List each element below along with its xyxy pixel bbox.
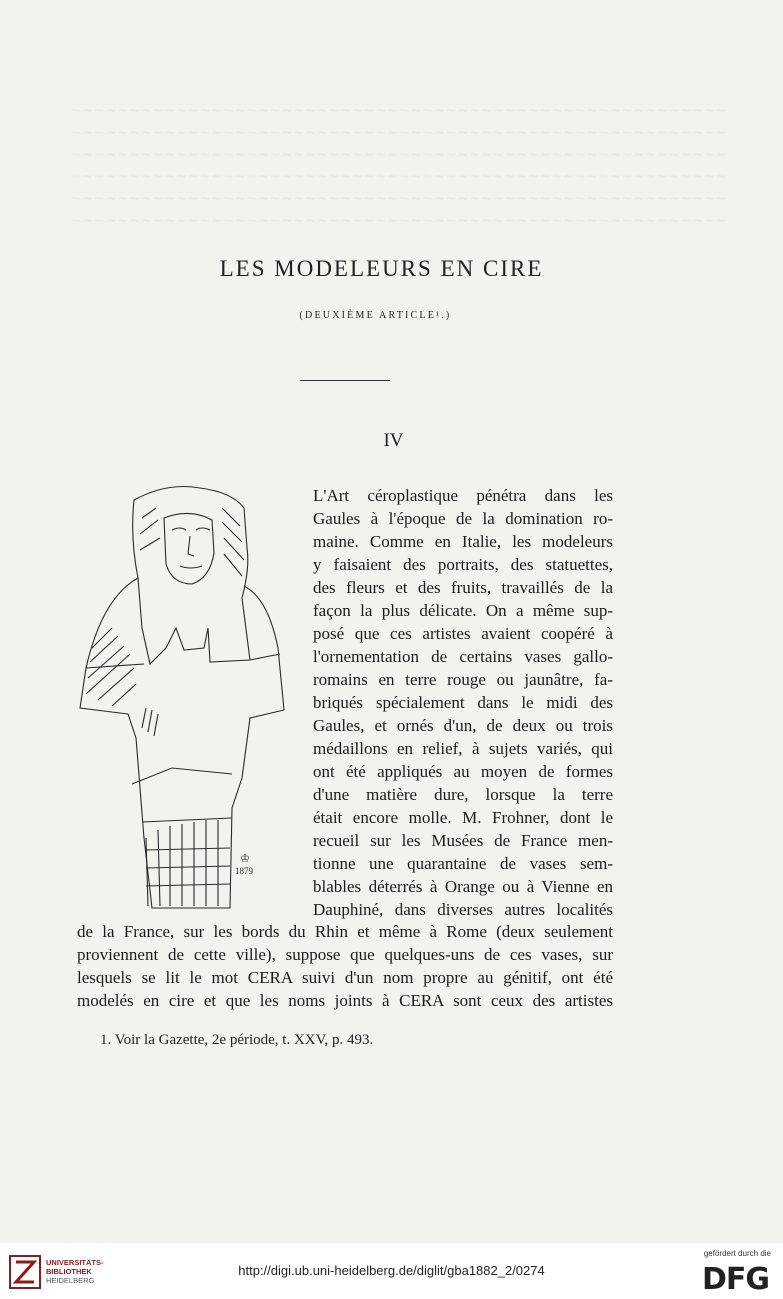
text-line: était encore molle. M. Frohner, dont le xyxy=(313,808,613,827)
text-line: posé que ces artistes avaient coopéré à xyxy=(313,624,613,643)
permalink-url[interactable]: http://digi.ub.uni-heidelberg.de/diglit/gba1882_2/0274 xyxy=(238,1263,545,1278)
text-line: ont été appliqués au moyen de formes xyxy=(313,762,613,781)
article-subtitle: (DEUXIÈME ARTICLE¹.) xyxy=(299,310,452,321)
paragraph-wrapped-text xyxy=(313,484,613,921)
statuette-illustration xyxy=(72,478,304,918)
text-line: façon la plus délicate. On a même sup- xyxy=(313,601,613,620)
title-divider xyxy=(300,380,390,381)
text-line: Dauphiné, dans diverses autres localités xyxy=(313,900,613,919)
text-line: recueil sur les Musées de France men- xyxy=(313,831,613,850)
text-line: maine. Comme en Italie, les modeleurs xyxy=(313,532,613,551)
funding-credit: gefördert durch die xyxy=(703,1249,771,1258)
svg-text:♔: ♔ xyxy=(240,852,250,865)
illustration-signature: 1879 xyxy=(235,866,253,876)
library-line: BIBLIOTHEK xyxy=(46,1267,92,1276)
footnote: 1. Voir la Gazette, 2e période, t. XXV, p. 493. xyxy=(100,1032,374,1048)
article-title: LES MODELEURS EN CIRE xyxy=(219,256,544,281)
text-line: modelés en cire et que les noms joints à CERA sont ceux des artistes xyxy=(77,991,613,1010)
text-line: tionne une quarantaine de vases sem- xyxy=(313,854,613,873)
text-line: des fleurs et des fruits, travaillés de la xyxy=(313,578,613,597)
text-line: romains en terre rouge ou jaunâtre, fa- xyxy=(313,670,613,689)
text-line: lesquels se lit le mot CERA suivi d'un nom propre au génitif, ont été xyxy=(77,968,613,987)
text-line: d'une matière dure, lorsque la terre xyxy=(313,785,613,804)
text-line: briqués spécialement dans le midi des xyxy=(313,693,613,712)
library-line: UNIVERSITÄTS- xyxy=(46,1258,104,1267)
text-line: blables déterrés à Orange ou à Vienne en xyxy=(313,877,613,896)
library-line: HEIDELBERG xyxy=(46,1276,95,1285)
text-line: proviennent de cette ville), suppose que quelques-uns de ces vases, sur xyxy=(77,945,613,964)
dfg-logo[interactable]: DFG xyxy=(701,1262,769,1297)
text-line: de la France, sur les bords du Rhin et même à Rome (deux seulement xyxy=(77,922,613,941)
bleed-through-texture: ~~~~~~~~~~~~~~~~~~~~~~~~~~~~~~~~~~~~~~~~~~~~~~~~~~~~~~~~ ~~~~~~~~~~~~~~~~~~~~~~~~~~~~~~~~~~~~~~~~~~~~~~~~~~~~~~~~ ~~~~~~~~~~~~~~~~~~~~~~~~~~~~~~~~~~~~~~~~~~~~~~~~~~~~~~~~ ~~~~~~~~~~~~~~~~~~~~~~~~~~~~~~~~~~~~~~~~~~~~~~~~~~~~~~~~ ~~~~~~~~~~~~~~~~~~~~~~~~~~~~~~~~~~~~~~~~~~~~~~~~~~~~~~~~ ~~~~~~~~~~~~~~~~~~~~~~~~~~~~~~~~~~~~~~~~~~~~~~~~~~~~~~~~ xyxy=(70,103,727,229)
text-line: y faisaient des portraits, des statuettes, xyxy=(313,555,613,574)
text-line: Gaules, et ornés d'un, de deux ou trois xyxy=(313,716,613,735)
section-number: IV xyxy=(383,430,404,451)
text-line: médaillons en relief, à sujets variés, qui xyxy=(313,739,613,758)
text-line: L'Art céroplastique pénétra dans les xyxy=(313,486,613,505)
text-line: l'ornementation de certains vases gallo- xyxy=(313,647,613,666)
paragraph-full-width xyxy=(77,920,613,1012)
text-line: Gaules à l'époque de la domination ro- xyxy=(313,509,613,528)
